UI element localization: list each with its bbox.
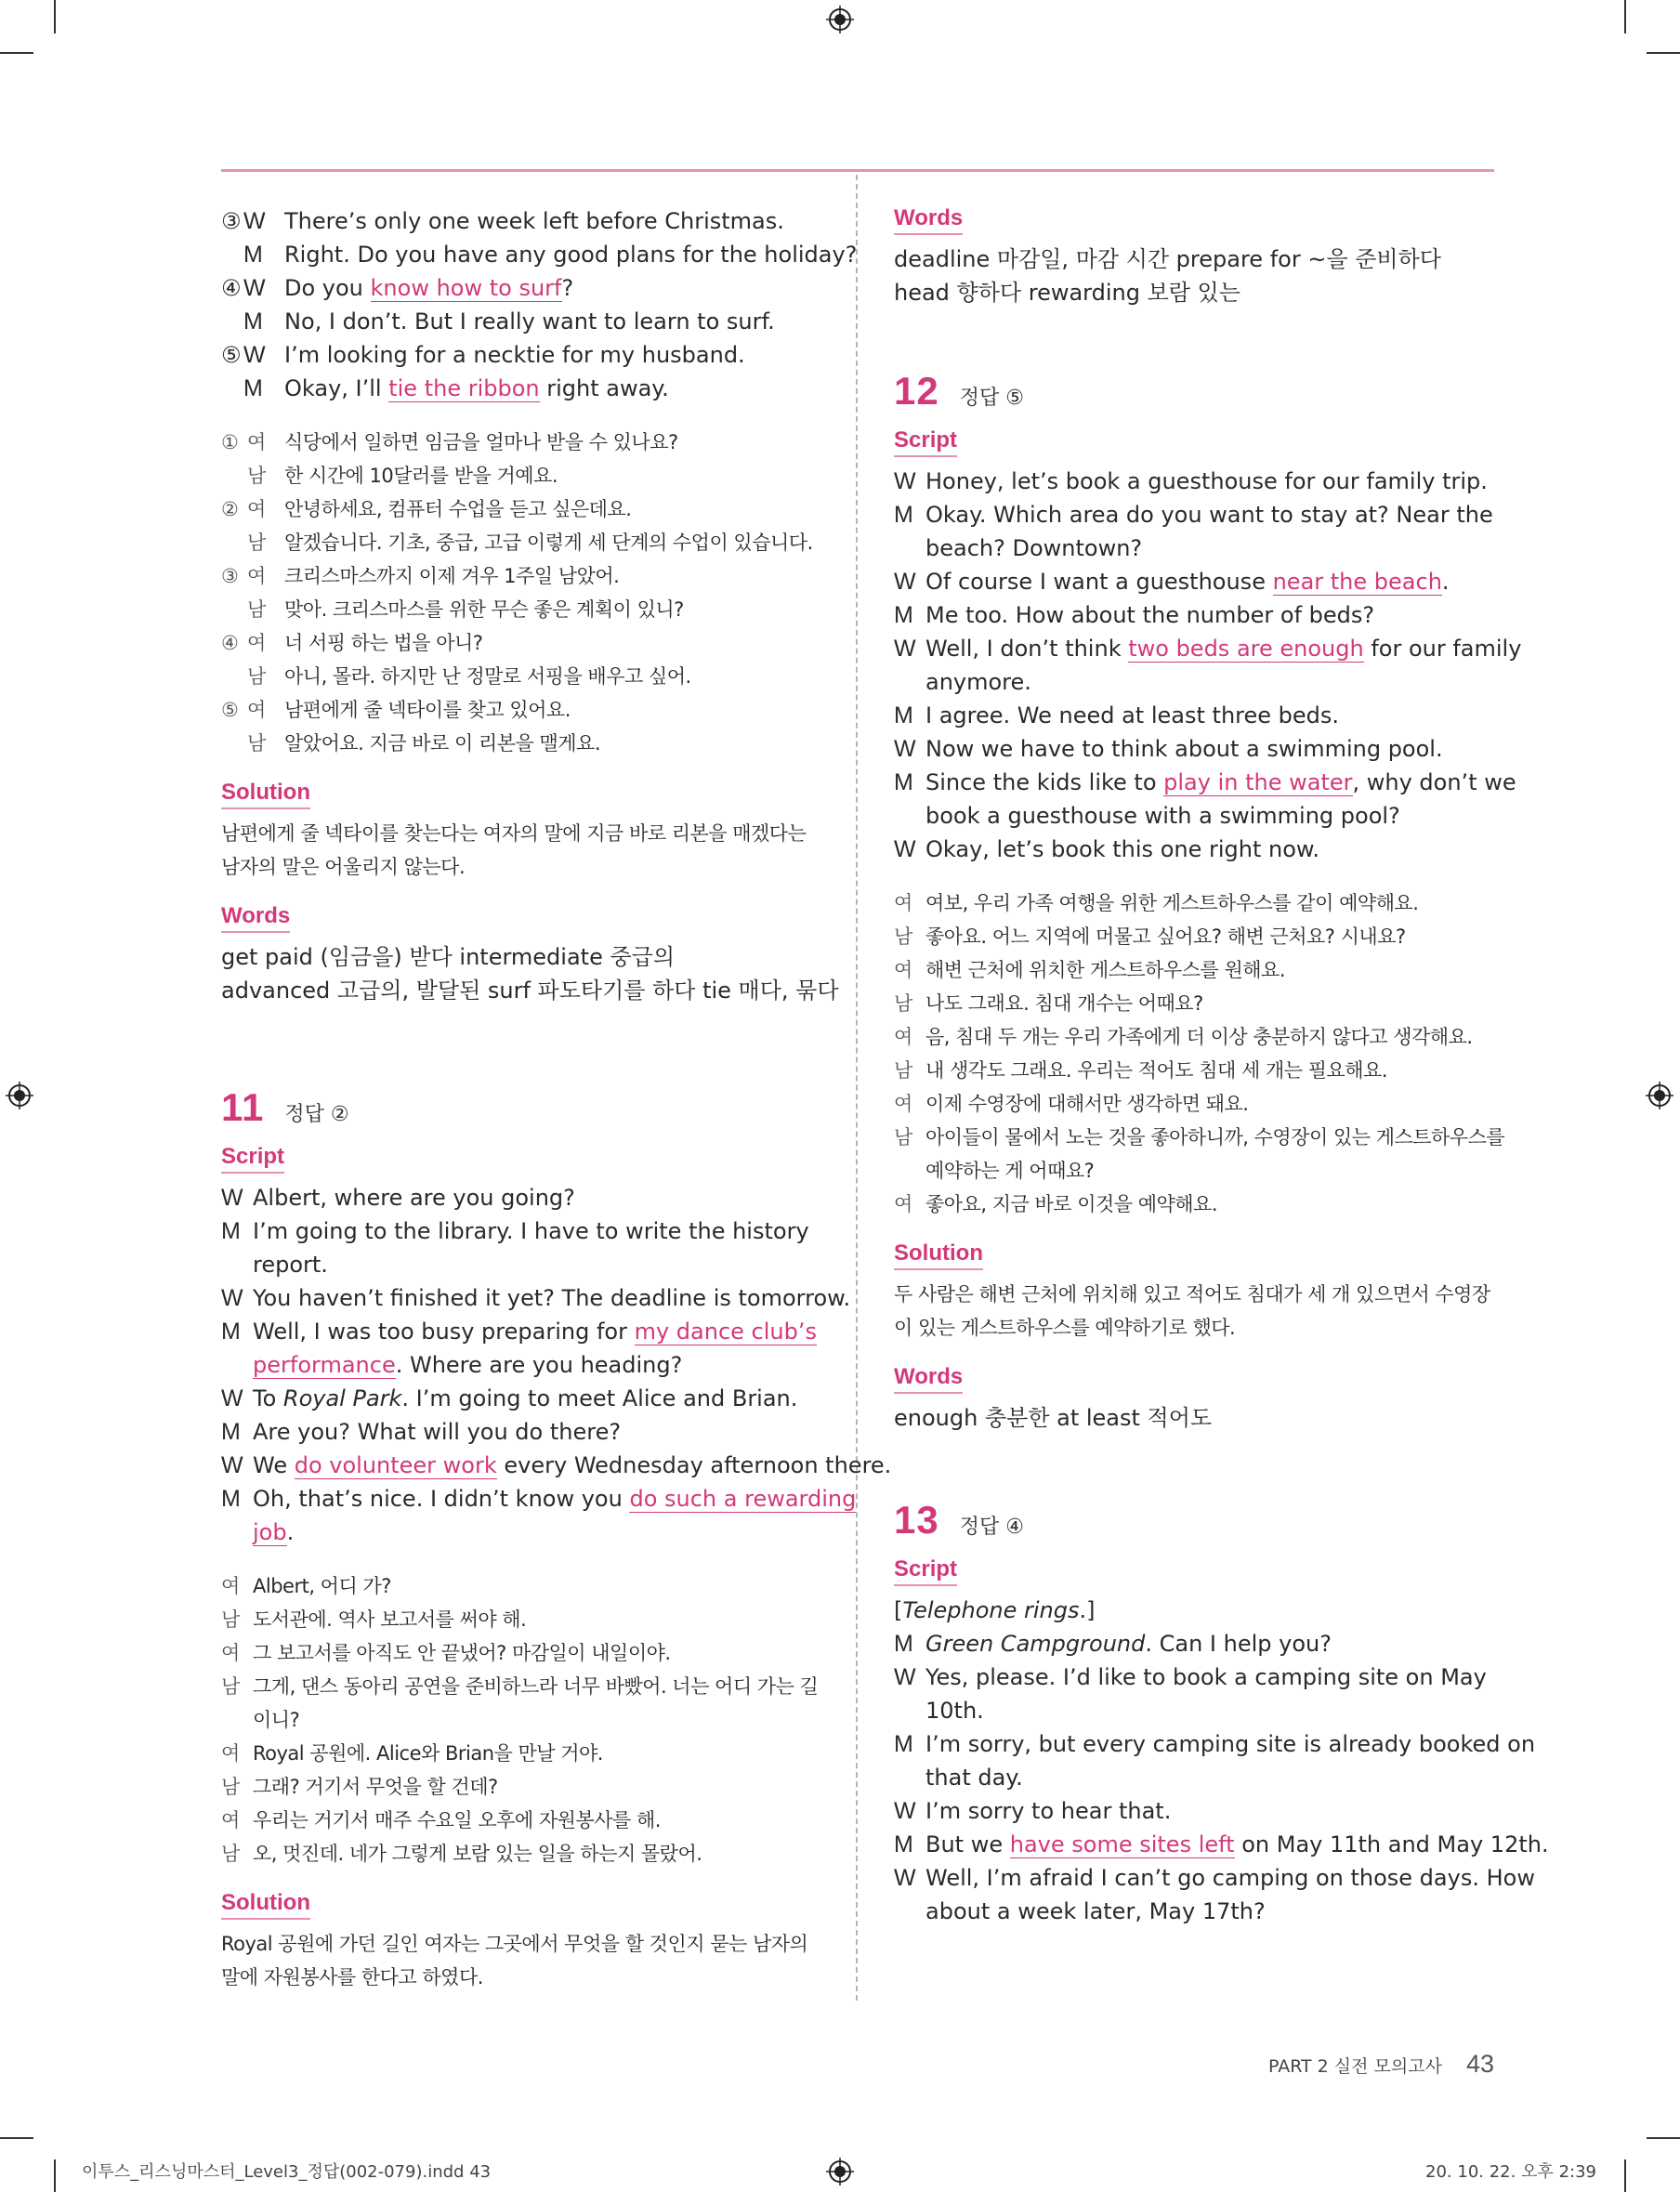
- translation-text: 나도 그래요. 침대 개수는 어때요?: [925, 992, 1203, 1015]
- q11-words-label: Words: [894, 204, 963, 235]
- q13-number: 13: [894, 1498, 939, 1542]
- speaker-label: M: [221, 1486, 241, 1512]
- speaker-label: 여: [221, 1642, 240, 1664]
- translation-line: [221, 1804, 823, 1837]
- text-segment: . I’m going to meet Alice and Brian.: [401, 1385, 798, 1411]
- crop-mark: [1647, 52, 1680, 54]
- text-segment: that day.: [925, 1765, 1023, 1791]
- translation-text: 맞아. 크리스마스를 위한 무슨 좋은 계획이 있니?: [284, 598, 684, 621]
- registration-mark-icon: [826, 2158, 854, 2185]
- text-segment: Oh, that’s nice. I didn’t know you: [253, 1486, 630, 1512]
- text-segment: I’m looking for a necktie for my husband.: [284, 342, 745, 368]
- script-line: [221, 1348, 823, 1382]
- text-segment: , why don’t we: [1352, 769, 1516, 795]
- speaker-label: 여: [894, 1026, 912, 1048]
- script-line: [221, 1449, 892, 1482]
- translation-text: 도서관에. 역사 보고서를 써야 해.: [253, 1608, 527, 1631]
- text-segment: about a week later, May 17th?: [925, 1898, 1266, 1924]
- q11-solution: [221, 1927, 823, 1994]
- q11-script-label: Script: [221, 1143, 284, 1174]
- text-segment: on May 11th and May 12th.: [1234, 1831, 1549, 1857]
- translation-text: 오, 멋진데. 네가 그렇게 보람 있는 일을 하는지 몰랐어.: [253, 1843, 702, 1865]
- q10-script-tail: [221, 204, 858, 405]
- registration-mark-icon: [6, 1082, 33, 1109]
- q12-header: [894, 369, 1496, 413]
- translation-line: [894, 920, 1496, 953]
- translation-text: 그게, 댄스 동아리 공연을 준비하느라 너무 바빴어. 너는 어디 가는 길: [253, 1675, 819, 1698]
- translation-text: 한 시간에 10달러를 받을 거예요.: [284, 465, 558, 487]
- q12-solution-label: Solution: [894, 1240, 983, 1270]
- speaker-label: 남: [247, 732, 266, 755]
- q10-solution-label: Solution: [221, 779, 310, 809]
- text-segment: anymore.: [925, 669, 1031, 695]
- speaker-label: 여: [247, 565, 266, 587]
- speaker-label: M: [894, 1631, 913, 1657]
- q13-answer: 정답 ④: [959, 1516, 1024, 1539]
- right-column: [894, 204, 1549, 1928]
- text-segment: . Can I help you?: [1145, 1631, 1332, 1657]
- translation-line: [894, 1020, 1496, 1054]
- translation-text: Albert, 어디 가?: [253, 1575, 391, 1597]
- text-line: deadline 마감일, 마감 시간 prepare for ~을 준비하다: [894, 246, 1441, 272]
- q11-number: 11: [221, 1085, 265, 1129]
- file-slug: 이투스_리스닝마스터_Level3_정답(002-079).indd 43: [82, 2162, 492, 2182]
- speaker-label: M: [243, 308, 263, 335]
- translation-line: [894, 953, 1496, 987]
- text-segment: 10th.: [925, 1698, 984, 1724]
- speaker-label: 여: [221, 1809, 240, 1831]
- left-column: [221, 204, 892, 1994]
- speaker-label: 남: [247, 532, 266, 554]
- text-segment: Yes, please. I’d like to book a camping site on May: [925, 1664, 1487, 1690]
- script-line: [221, 372, 823, 405]
- keyword-blank: know how to surf: [370, 275, 562, 301]
- text-segment: ?: [561, 275, 574, 301]
- speaker-label: W: [894, 1664, 916, 1690]
- speaker-label: 남: [247, 598, 266, 621]
- speaker-label: M: [243, 242, 263, 268]
- text-line: head 향하다 rewarding 보람 있는: [894, 280, 1240, 306]
- translation-line: [221, 459, 823, 492]
- speaker-label: 여: [247, 699, 266, 721]
- text-line: 두 사람은 해변 근처에 위치해 있고 적어도 침대가 세 개 있으면서 수영장: [894, 1283, 1490, 1306]
- speaker-label: 여: [221, 1575, 240, 1597]
- speaker-label: M: [894, 1831, 913, 1857]
- text-segment: Of course I want a guesthouse: [925, 569, 1273, 595]
- translation-line: [894, 886, 1496, 920]
- text-segment: Are you? What will you do there?: [253, 1419, 622, 1445]
- q13-header: [894, 1498, 1496, 1542]
- text-line: 이 있는 게스트하우스를 예약하기로 했다.: [894, 1317, 1236, 1339]
- translation-line: [894, 987, 1496, 1020]
- q11-answer: 정답 ②: [284, 1103, 349, 1126]
- script-line: [221, 1482, 857, 1516]
- translation-text: 그래? 거기서 무엇을 할 건데?: [253, 1776, 498, 1798]
- script-line: [894, 498, 1496, 532]
- speaker-label: 여: [221, 1742, 240, 1765]
- text-segment: Now we have to think about a swimming pool.: [925, 736, 1443, 762]
- translation-text: 좋아요, 지금 바로 이것을 예약해요.: [925, 1193, 1218, 1215]
- q12-script-label: Script: [894, 427, 957, 457]
- text-line: advanced 고급의, 발달된 surf 파도타기를 하다 tie 매다, 묶다: [221, 978, 839, 1004]
- text-segment: Well, I’m afraid I can’t go camping on those days. How: [925, 1865, 1535, 1891]
- keyword-blank: job: [253, 1519, 287, 1545]
- translation-line: [221, 1837, 823, 1870]
- choice-number: ③: [221, 565, 239, 587]
- crop-mark: [0, 52, 33, 54]
- text-segment: Me too. How about the number of beds?: [925, 602, 1375, 628]
- text-line: enough 충분한 at least 적어도: [894, 1405, 1213, 1431]
- script-line: [221, 1382, 823, 1415]
- script-line: [894, 1660, 1496, 1694]
- q11-header: [221, 1085, 823, 1130]
- speaker-label: 여: [247, 632, 266, 654]
- translation-line: [221, 593, 823, 626]
- q13-script: [894, 1594, 1549, 1928]
- text-line: get paid (임금을) 받다 intermediate 중급의: [221, 944, 676, 970]
- script-line: [894, 565, 1496, 598]
- translation-line: [221, 559, 823, 593]
- crop-mark: [54, 0, 56, 33]
- translation-line: [221, 727, 823, 760]
- speaker-label: 남: [894, 925, 912, 948]
- choice-number: ③: [221, 208, 242, 234]
- q12-solution: [894, 1278, 1496, 1345]
- script-line: [221, 305, 823, 338]
- q11-solution-label: Solution: [221, 1889, 310, 1920]
- keyword-blank: near the beach: [1272, 569, 1442, 595]
- text-line: 말에 자원봉사를 한다고 하였다.: [221, 1966, 483, 1989]
- text-segment: right away.: [539, 375, 669, 401]
- translation-text: 아니, 몰라. 하지만 난 정말로 서핑을 배우고 싶어.: [284, 665, 691, 688]
- translation-text: 이니?: [253, 1709, 300, 1731]
- translation-line: [221, 426, 823, 459]
- translation-text: 크리스마스까지 이제 겨우 1주일 남았어.: [284, 565, 620, 587]
- translation-text: 이제 수영장에 대해서만 생각하면 돼요.: [925, 1093, 1249, 1115]
- text-segment: for our family: [1363, 636, 1522, 662]
- translation-text: 여보, 우리 가족 여행을 위한 게스트하우스를 같이 예약해요.: [925, 892, 1419, 914]
- script-line: [221, 338, 823, 372]
- speaker-label: W: [894, 1865, 916, 1891]
- speaker-label: 여: [894, 959, 912, 981]
- speaker-label: W: [894, 1798, 916, 1824]
- q12-words-label: Words: [894, 1363, 963, 1394]
- choice-number: ①: [221, 431, 239, 453]
- script-line: [894, 1794, 1496, 1828]
- part-label: PART 2 실전 모의고사: [1267, 2056, 1442, 2077]
- translation-text: 식당에서 일하면 임금을 얼마나 받을 수 있나요?: [284, 431, 678, 453]
- choice-number: ⑤: [221, 342, 242, 368]
- text-segment: .: [286, 1519, 295, 1545]
- translation-line: [221, 693, 823, 727]
- print-timestamp: 20. 10. 22. 오후 2:39: [1425, 2162, 1596, 2182]
- text-segment: .]: [1079, 1597, 1096, 1623]
- q12-words: [894, 1401, 1496, 1435]
- speaker-label: 남: [247, 465, 266, 487]
- text-segment: But we: [925, 1831, 1010, 1857]
- script-line: [894, 1761, 1496, 1794]
- translation-text: 예약하는 게 어때요?: [925, 1160, 1095, 1182]
- text-line: 남자의 말은 어울리지 않는다.: [221, 856, 466, 878]
- speaker-label: M: [894, 1731, 913, 1757]
- text-segment: Royal Park: [282, 1385, 402, 1411]
- speaker-label: 남: [221, 1843, 240, 1865]
- translation-line: [221, 1770, 823, 1804]
- text-segment: No, I don’t. But I really want to learn to surf.: [284, 308, 775, 335]
- keyword-blank: two beds are enough: [1128, 636, 1364, 662]
- speaker-label: 여: [894, 1093, 912, 1115]
- translation-text: 우리는 거기서 매주 수요일 오후에 자원봉사를 해.: [253, 1809, 661, 1831]
- translation-line: [894, 1054, 1496, 1087]
- crop-mark: [1624, 0, 1626, 33]
- text-segment: We: [253, 1452, 295, 1478]
- speaker-label: 남: [247, 665, 266, 688]
- text-segment: There’s only one week left before Christmas.: [284, 208, 784, 234]
- script-line: [221, 1214, 823, 1248]
- keyword-blank: tie the ribbon: [388, 375, 540, 401]
- script-line: [221, 204, 823, 238]
- script-line: [221, 1516, 823, 1549]
- text-segment: You haven’t finished it yet? The deadline is tomorrow.: [253, 1285, 851, 1311]
- translation-text: 해변 근처에 위치한 게스트하우스를 원해요.: [925, 959, 1286, 981]
- q12-answer: 정답 ⑤: [959, 387, 1024, 410]
- speaker-label: M: [894, 602, 913, 628]
- text-segment: Do you: [284, 275, 371, 301]
- script-line: [894, 1727, 1536, 1761]
- script-line: [894, 1861, 1535, 1895]
- speaker-label: M: [894, 702, 913, 728]
- speaker-label: W: [894, 569, 916, 595]
- script-line: [221, 1415, 823, 1449]
- speaker-label: W: [894, 468, 916, 494]
- speaker-label: 여: [894, 1193, 912, 1215]
- text-segment: Okay, let’s book this one right now.: [925, 836, 1319, 862]
- keyword-blank: have some sites left: [1009, 1831, 1235, 1857]
- crop-mark: [0, 2137, 33, 2139]
- translation-text: 안녕하세요, 컴퓨터 수업을 듣고 싶은데요.: [284, 498, 632, 520]
- script-line: [221, 1248, 823, 1281]
- script-line: [894, 465, 1496, 498]
- script-line: [221, 1281, 851, 1315]
- choice-number: ⑤: [221, 699, 239, 721]
- text-segment: [: [894, 1597, 903, 1623]
- registration-mark-icon: [1646, 1082, 1673, 1109]
- script-line: [894, 1828, 1549, 1861]
- speaker-label: M: [894, 769, 913, 795]
- script-line: [894, 665, 1496, 699]
- text-segment: Telephone rings: [902, 1597, 1080, 1623]
- keyword-blank: play in the water: [1163, 769, 1353, 795]
- keyword-blank: do volunteer work: [294, 1452, 497, 1478]
- speaker-label: W: [221, 1285, 243, 1311]
- script-line: [221, 238, 858, 271]
- script-line: [894, 1694, 1496, 1727]
- translation-line: [221, 1636, 823, 1670]
- translation-text: 알겠습니다. 기초, 중급, 고급 이렇게 세 단계의 수업이 있습니다.: [284, 532, 813, 554]
- text-segment: . Where are you heading?: [395, 1352, 683, 1378]
- translation-line: [221, 1603, 823, 1636]
- script-line: [894, 1594, 1496, 1627]
- speaker-label: 남: [894, 1059, 912, 1082]
- text-line: Royal 공원에 가던 길인 여자는 그곳에서 무엇을 할 것인지 묻는 남자의: [221, 1933, 808, 1955]
- translation-line: [221, 660, 823, 693]
- q11-words: [894, 243, 1496, 309]
- text-segment: I agree. We need at least three beds.: [925, 702, 1340, 728]
- text-segment: Okay, I’ll: [284, 375, 389, 401]
- registration-mark-icon: [826, 6, 854, 33]
- text-segment: Right. Do you have any good plans for the holiday?: [284, 242, 858, 268]
- speaker-label: W: [894, 836, 916, 862]
- speaker-label: 남: [221, 1608, 240, 1631]
- text-segment: .: [1441, 569, 1450, 595]
- header-rule: [221, 169, 1494, 172]
- q10-words: [221, 940, 839, 1007]
- script-line: [894, 532, 1496, 565]
- speaker-label: 여: [247, 498, 266, 520]
- choice-number: ④: [221, 632, 239, 654]
- text-segment: beach? Downtown?: [925, 535, 1143, 561]
- q12-number: 12: [894, 369, 939, 413]
- script-line: [894, 632, 1522, 665]
- page-number: 43: [1465, 2050, 1494, 2078]
- translation-line: [221, 1670, 823, 1703]
- speaker-label: M: [221, 1218, 241, 1244]
- keyword-blank: my dance club’s: [634, 1319, 817, 1345]
- q11-script: [221, 1181, 892, 1549]
- speaker-label: W: [243, 342, 266, 368]
- q12-translation: [894, 886, 1505, 1221]
- script-line: [221, 1181, 823, 1214]
- text-segment: I’m sorry to hear that.: [925, 1798, 1172, 1824]
- crop-mark: [54, 2159, 56, 2192]
- choice-number: ④: [221, 275, 242, 301]
- speaker-label: W: [894, 636, 916, 662]
- column-divider: [856, 175, 858, 2001]
- translation-line: [221, 626, 823, 660]
- script-line: [894, 833, 1496, 866]
- speaker-label: 남: [221, 1675, 240, 1698]
- script-line: [894, 732, 1496, 766]
- translation-line: [894, 1188, 1496, 1221]
- speaker-label: W: [221, 1185, 243, 1211]
- q12-script: [894, 465, 1522, 866]
- translation-text: 좋아요. 어느 지역에 머물고 싶어요? 해변 근처요? 시내요?: [925, 925, 1406, 948]
- script-line: [221, 271, 823, 305]
- speaker-label: 여: [894, 892, 912, 914]
- translation-line: [221, 1737, 823, 1770]
- translation-text: Royal 공원에. Alice와 Brian을 만날 거야.: [253, 1742, 603, 1765]
- text-segment: Well, I was too busy preparing for: [253, 1319, 635, 1345]
- keyword-blank: performance: [253, 1352, 396, 1378]
- translation-text: 음, 침대 두 개는 우리 가족에게 더 이상 충분하지 않다고 생각해요.: [925, 1026, 1473, 1048]
- speaker-label: W: [221, 1452, 243, 1478]
- translation-line: [221, 492, 823, 526]
- script-line: [894, 799, 1496, 833]
- text-segment: Well, I don’t think: [925, 636, 1129, 662]
- script-line: [894, 1627, 1496, 1660]
- text-segment: Honey, let’s book a guesthouse for our family trip.: [925, 468, 1488, 494]
- crop-mark: [1624, 2159, 1626, 2192]
- translation-text: 알았어요. 지금 바로 이 리본을 맬게요.: [284, 732, 601, 755]
- translation-line: [221, 1703, 823, 1737]
- q10-words-label: Words: [221, 902, 290, 933]
- text-segment: Albert, where are you going?: [253, 1185, 575, 1211]
- script-line: [894, 598, 1496, 632]
- speaker-label: 남: [894, 992, 912, 1015]
- speaker-label: W: [221, 1385, 243, 1411]
- translation-text: 아이들이 물에서 노는 것을 좋아하니까, 수영장이 있는 게스트하우스를: [925, 1126, 1505, 1149]
- choice-number: ②: [221, 498, 239, 520]
- speaker-label: W: [243, 208, 266, 234]
- speaker-label: 남: [894, 1126, 912, 1149]
- speaker-label: 여: [247, 431, 266, 453]
- script-line: [894, 766, 1516, 799]
- text-segment: Green Campground: [925, 1631, 1146, 1657]
- text-segment: report.: [253, 1252, 328, 1278]
- translation-text: 남편에게 줄 넥타이를 찾고 있어요.: [284, 699, 571, 721]
- translation-line: [221, 1569, 823, 1603]
- translation-text: 내 생각도 그래요. 우리는 적어도 침대 세 개는 필요해요.: [925, 1059, 1388, 1082]
- translation-line: [894, 1154, 1496, 1188]
- translation-line: [894, 1087, 1496, 1121]
- text-segment: I’m sorry, but every camping site is already booked on: [925, 1731, 1536, 1757]
- speaker-label: M: [221, 1319, 241, 1345]
- speaker-label: M: [894, 502, 913, 528]
- q11-translation: [221, 1569, 823, 1870]
- text-segment: every Wednesday afternoon there.: [496, 1452, 892, 1478]
- translation-line: [221, 526, 823, 559]
- script-line: [894, 1895, 1496, 1928]
- script-line: [894, 699, 1496, 732]
- script-line: [221, 1315, 823, 1348]
- speaker-label: 남: [221, 1776, 240, 1798]
- text-segment: To: [253, 1385, 283, 1411]
- translation-text: 그 보고서를 아직도 안 끝냈어? 마감일이 내일이야.: [253, 1642, 671, 1664]
- text-segment: Okay. Which area do you want to stay at? Near the: [925, 502, 1493, 528]
- translation-line: [894, 1121, 1505, 1154]
- text-segment: book a guesthouse with a swimming pool?: [925, 803, 1400, 829]
- crop-mark: [1647, 2137, 1680, 2139]
- speaker-label: W: [894, 736, 916, 762]
- translation-text: 너 서핑 하는 법을 아니?: [284, 632, 483, 654]
- speaker-label: W: [243, 275, 266, 301]
- speaker-label: M: [243, 375, 263, 401]
- text-line: 남편에게 줄 넥타이를 찾는다는 여자의 말에 지금 바로 리본을 매겠다는: [221, 822, 807, 845]
- speaker-label: M: [221, 1419, 241, 1445]
- page-footer: [1268, 2050, 1494, 2079]
- q10-translation: [221, 426, 823, 760]
- keyword-blank: do such a rewarding: [629, 1486, 857, 1512]
- text-segment: Since the kids like to: [925, 769, 1164, 795]
- text-segment: I’m going to the library. I have to write the history: [253, 1218, 809, 1244]
- q10-solution: [221, 817, 823, 884]
- q13-script-label: Script: [894, 1555, 957, 1586]
